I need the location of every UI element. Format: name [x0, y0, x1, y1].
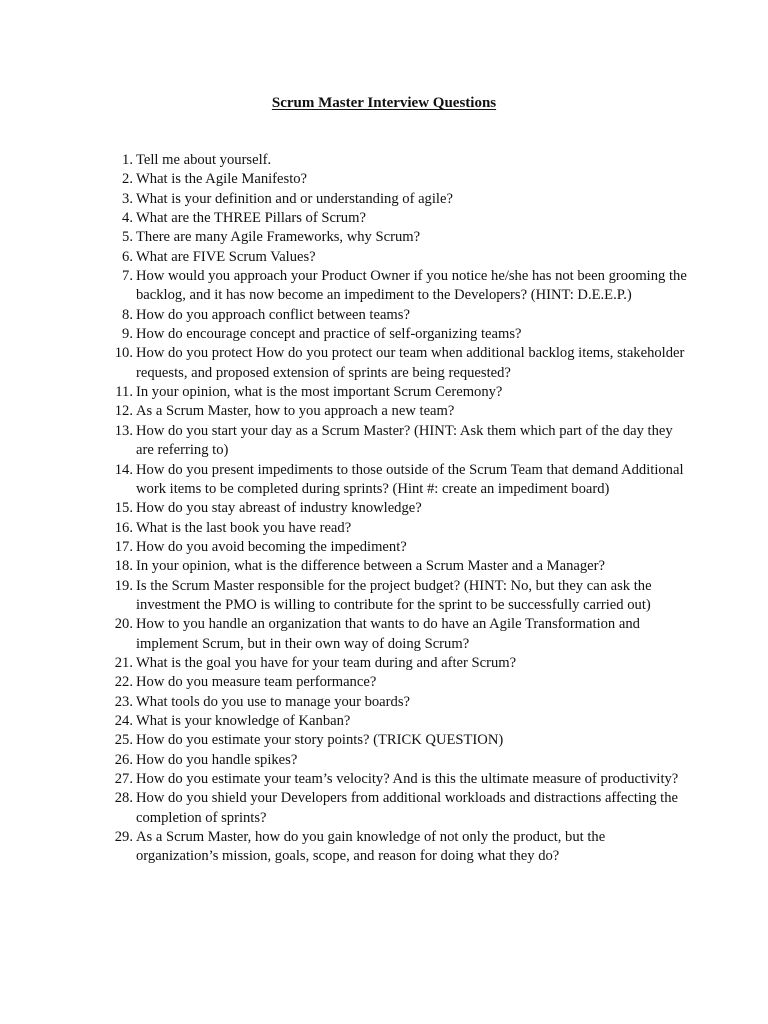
question-item-16: [108, 519, 688, 538]
question-number: 6.: [122, 248, 133, 265]
question-item-14: [108, 461, 688, 500]
question-number: 7.: [122, 268, 133, 285]
question-text: As a Scrum Master, how to you approach a new team?: [136, 403, 455, 420]
question-text: How to you handle an organization that wants to do have an Agile Transformation and implement Scrum, but in their own way of doing Scrum?: [136, 616, 640, 652]
question-number: 1.: [122, 152, 133, 168]
question-number: 10.: [114, 345, 133, 362]
question-item-9: [108, 325, 688, 344]
question-text: How do you avoid becoming the impediment?: [136, 538, 407, 555]
question-item-17: [108, 538, 688, 557]
question-text: What is your definition and or understanding of agile?: [136, 190, 453, 207]
document-title-text: Scrum Master Interview Questions: [271, 95, 497, 111]
question-text: How do you shield your Developers from additional workloads and distractions affecting the completion of sprints?: [136, 790, 679, 826]
question-text: How would you approach your Product Owner if you notice he/she has not been grooming the backlog, and it has now become an impediment to the Developers? (HINT: D.E.E.P.): [136, 268, 687, 304]
question-number: 4.: [122, 210, 133, 227]
question-item-7: [108, 267, 688, 306]
question-number: 17.: [114, 538, 133, 555]
question-number: 28.: [114, 790, 133, 807]
question-number: 12.: [114, 403, 133, 420]
question-item-18: [108, 557, 688, 576]
question-number: 5.: [122, 229, 133, 246]
question-text: There are many Agile Frameworks, why Scrum?: [136, 229, 421, 246]
question-text: How do you approach conflict between teams?: [136, 306, 410, 323]
question-number: 21.: [114, 654, 133, 671]
question-number: 2.: [122, 171, 133, 188]
question-item-8: [108, 306, 688, 325]
question-text: As a Scrum Master, how do you gain knowledge of not only the product, but the organization’s mission, goals, scope, and reason for doing what they do?: [136, 829, 606, 865]
question-number: 8.: [122, 306, 133, 323]
question-text: How do you present impediments to those outside of the Scrum Team that demand Additional work items to be completed during sprints? (Hint #: create an impediment board): [136, 461, 684, 497]
question-item-6: [108, 248, 688, 267]
question-number: 24.: [114, 712, 133, 729]
question-text: How do you estimate your team’s velocity? And is this the ultimate measure of productivity?: [136, 771, 679, 787]
question-number: 15.: [114, 500, 133, 517]
question-item-15: [108, 499, 688, 518]
question-text: How do encourage concept and practice of self-organizing teams?: [136, 326, 522, 343]
question-item-27: [108, 770, 688, 789]
question-item-13: [108, 422, 688, 461]
question-number: 9.: [122, 326, 133, 343]
question-number: 20.: [114, 616, 133, 633]
question-item-28: [108, 789, 688, 828]
question-item-24: [108, 712, 688, 731]
question-number: 29.: [114, 829, 133, 846]
question-number: 16.: [114, 519, 133, 536]
question-text: What tools do you use to manage your boards?: [136, 693, 410, 710]
question-text: How do you stay abreast of industry knowledge?: [136, 500, 422, 517]
question-text: What is the Agile Manifesto?: [136, 171, 308, 188]
question-number: 14.: [114, 461, 133, 478]
question-text: How do you handle spikes?: [136, 751, 298, 768]
document-title: [0, 93, 768, 113]
question-text: What are the THREE Pillars of Scrum?: [136, 210, 366, 227]
question-item-5: [108, 228, 688, 247]
question-number: 13.: [114, 422, 133, 439]
question-number: 19.: [114, 577, 133, 594]
question-item-20: [108, 615, 688, 654]
question-text: Is the Scrum Master responsible for the project budget? (HINT: No, but they can ask the investment the PMO is willing to contribute for the sprint to be successfully carried out): [136, 577, 652, 613]
question-item-19: [108, 577, 688, 616]
question-item-25: [108, 731, 688, 750]
question-item-12: [108, 402, 688, 421]
question-item-1: [108, 151, 688, 170]
question-text: How do you estimate your story points? (TRICK QUESTION): [136, 732, 504, 749]
question-number: 22.: [114, 674, 133, 691]
question-text: How do you measure team performance?: [136, 674, 377, 691]
question-item-3: [108, 190, 688, 209]
question-item-29: [108, 828, 688, 867]
question-number: 27.: [114, 771, 133, 787]
question-item-22: [108, 673, 688, 692]
question-text: What is your knowledge of Kanban?: [136, 712, 351, 729]
question-number: 3.: [122, 190, 133, 207]
question-item-2: [108, 170, 688, 189]
question-item-4: [108, 209, 688, 228]
question-number: 11.: [115, 384, 133, 401]
question-text: What are FIVE Scrum Values?: [136, 248, 316, 265]
question-number: 26.: [114, 751, 133, 768]
question-item-26: [108, 751, 688, 770]
question-number: 25.: [114, 732, 133, 749]
question-item-23: [108, 693, 688, 712]
question-text: Tell me about yourself.: [136, 152, 272, 168]
question-text: How do you protect How do you protect our team when additional backlog items, stakeholder requests, and proposed extension of sprints are being requested?: [136, 345, 685, 381]
question-number: 23.: [114, 693, 133, 710]
question-list: [108, 151, 688, 867]
question-text: How do you start your day as a Scrum Master? (HINT: Ask them which part of the day they are referring to): [136, 422, 673, 459]
question-number: 18.: [114, 558, 133, 575]
question-item-11: [108, 383, 688, 402]
question-text: In your opinion, what is the most important Scrum Ceremony?: [136, 384, 503, 401]
question-item-21: [108, 654, 688, 673]
question-text: What is the goal you have for your team during and after Scrum?: [136, 654, 517, 671]
question-item-10: [108, 344, 688, 383]
question-text: What is the last book you have read?: [136, 519, 352, 536]
question-text: In your opinion, what is the difference between a Scrum Master and a Manager?: [136, 558, 605, 575]
